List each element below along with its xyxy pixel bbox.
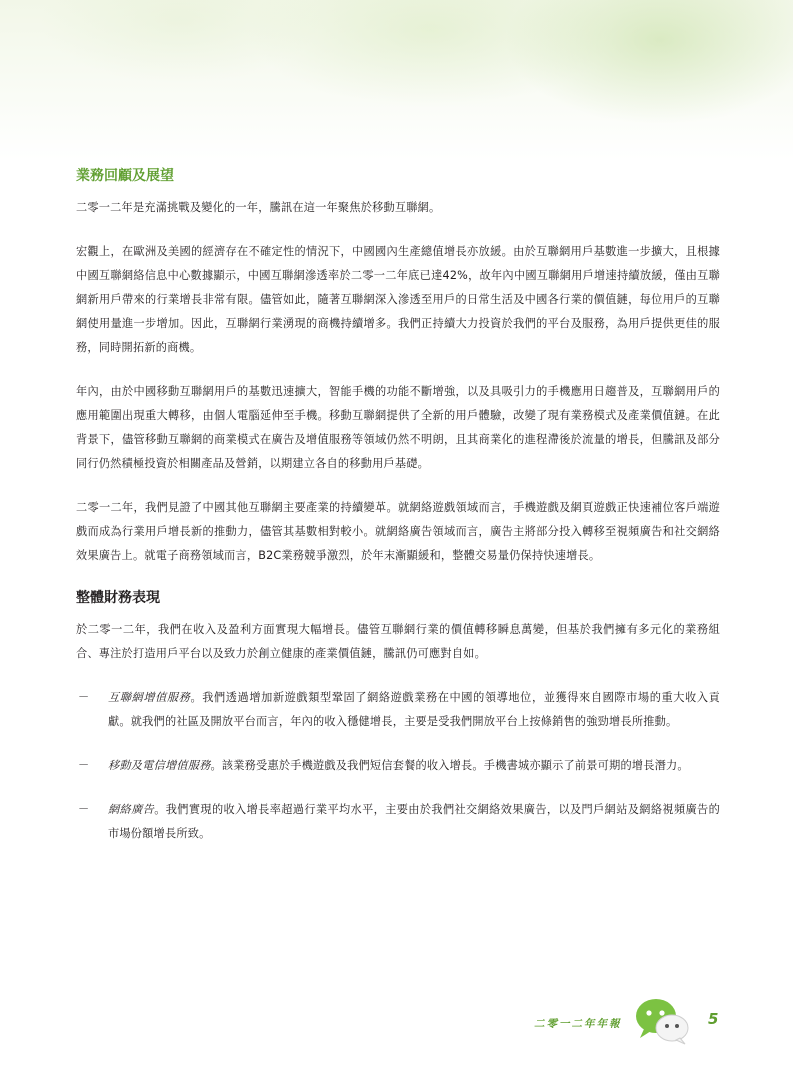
wechat-mascot-icon — [634, 996, 692, 1046]
bullet-dash: － — [78, 759, 90, 772]
page-number: 5 — [708, 1010, 719, 1028]
bullet-text — [108, 686, 720, 734]
bullet-body: 。我們實現的收入增長率超過行業平均水平，主要由於我們社交網絡效果廣告，以及門戶網站及網絡視頻廣告的市場份額增長所致。 — [108, 803, 720, 840]
bullet-body: 。我們透過增加新遊戲類型鞏固了網絡遊戲業務在中國的領導地位，並獲得來自國際市場的重大收入貢獻。就我們的社區及開放平台而言，年內的收入穩健增長，主要是受我們開放平台上按條銷售的強勁增長所推動。 — [108, 691, 720, 728]
bullet-dash: － — [78, 691, 90, 704]
leaf-background — [0, 0, 793, 160]
bullet-title: 網絡廣告 — [108, 803, 155, 816]
section-heading-financial-performance: 整體財務表現 — [76, 590, 160, 606]
paragraph-2: 宏觀上，在歐洲及美國的經濟存在不確定性的情況下，中國國內生產總值增長亦放緩。由於互聯網用戶基數進一步擴大，且根據中國互聯網絡信息中心數據顯示，中國互聯網滲透率於二零一二年底已達42%，故年內中國互聯網用戶增速持續放緩，僅由互聯網新用戶帶來的行業增長非常有限。儘管如此，隨著互聯網深入滲透至用戶的日常生活及中國各行業的價值鏈，每位用戶的互聯網使用量進一步增加。因此，互聯網行業湧現的商機持續增多。我們正持續大力投資於我們的平台及服務，為用戶提供更佳的服務，同時開拓新的商機。 — [76, 245, 720, 354]
bullet-text — [108, 754, 720, 778]
bullet-body: 。該業務受惠於手機遊戲及我們短信套餐的收入增長。手機書城亦顯示了前景可期的增長潛力。 — [210, 759, 689, 772]
paragraph-4: 二零一二年，我們見證了中國其他互聯網主要產業的持續變革。就網絡遊戲領域而言，手機遊戲及網頁遊戲正快速補位客戶端遊戲而成為行業用戶增長新的推動力，儘管其基數相對較小。就網絡廣告領域而言，廣告主將部分投入轉移至視頻廣告和社交網絡效果廣告上。就電子商務領域而言，B2C業務競爭激烈，於年末漸顯緩和，整體交易量仍保持快速增長。 — [76, 501, 720, 562]
bullet-item-ivas — [76, 686, 720, 734]
section-heading-business-review: 業務回顧及展望 — [76, 168, 174, 184]
bullet-item-mobile-vas — [76, 754, 720, 778]
bullet-title: 互聯網增值服務 — [108, 691, 191, 704]
paragraph-1: 二零一二年是充滿挑戰及變化的一年，騰訊在這一年聚焦於移動互聯網。 — [76, 201, 441, 214]
page-content — [76, 166, 720, 846]
paragraph-3: 年內，由於中國移動互聯網用戶的基數迅速擴大，智能手機的功能不斷增強，以及具吸引力的手機應用日趨普及，互聯網用戶的應用範圍出現重大轉移，由個人電腦延伸至手機。移動互聯網提供了全新的用戶體驗，改變了現有業務模式及產業價值鏈。在此背景下，儘管移動互聯網的商業模式在廣告及增值服務等領域仍然不明朗，且其商業化的進程滯後於流量的增長，但騰訊及部分同行仍然積極投資於相關產品及營銷，以期建立各自的移動用戶基礎。 — [76, 385, 720, 470]
financial-intro: 於二零一二年，我們在收入及盈利方面實現大幅增長。儘管互聯網行業的價值轉移瞬息萬變，但基於我們擁有多元化的業務組合、專注於打造用戶平台以及致力於創立健康的產業價值鏈，騰訊仍可應對自如。 — [76, 623, 720, 660]
bullet-dash: － — [78, 803, 90, 816]
bullet-title: 移動及電信增值服務 — [108, 759, 211, 772]
bullet-text — [108, 798, 720, 846]
annual-report-label: 二零一二年年報 — [534, 1018, 622, 1030]
bullet-item-online-advertising — [76, 798, 720, 846]
